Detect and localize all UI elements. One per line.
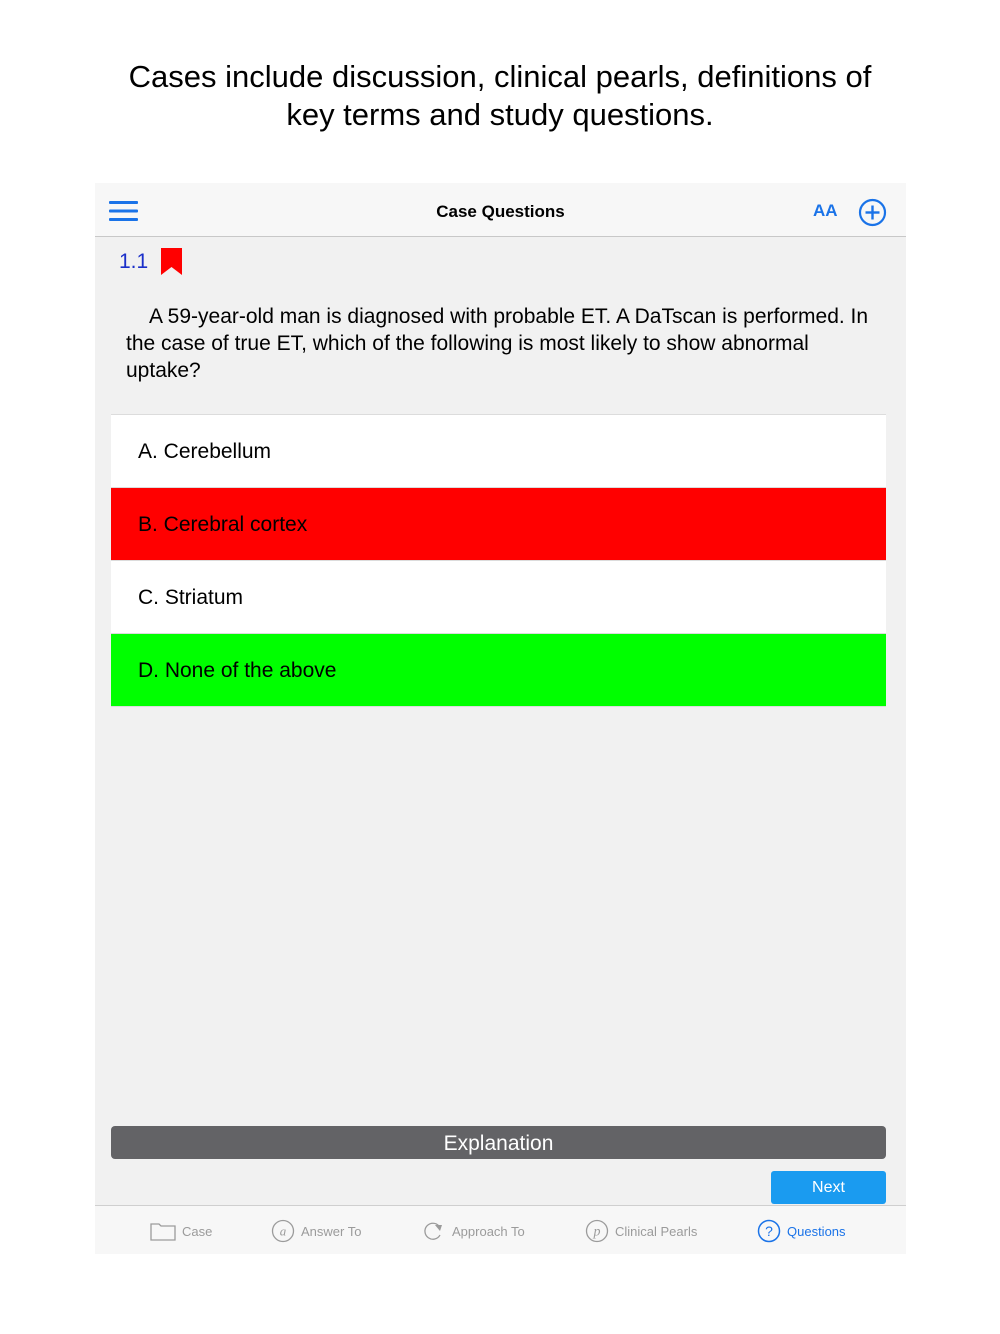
explanation-button[interactable]: Explanation bbox=[111, 1126, 886, 1159]
redo-arrow-icon bbox=[421, 1219, 446, 1243]
caption-line-1: Cases include discussion, clinical pearls, definitions of bbox=[128, 59, 872, 94]
svg-text:a: a bbox=[279, 1223, 287, 1239]
svg-text:?: ? bbox=[765, 1223, 773, 1239]
question-circle-icon bbox=[757, 1219, 781, 1243]
tab-approach-to[interactable] bbox=[421, 1218, 525, 1244]
tab-case-label: Case bbox=[182, 1223, 213, 1239]
font-size-button[interactable]: AA bbox=[813, 201, 838, 220]
tab-questions[interactable] bbox=[757, 1218, 846, 1244]
answer-option-a[interactable]: A. Cerebellum bbox=[111, 415, 886, 488]
answer-list bbox=[111, 414, 886, 707]
at-sign-icon bbox=[271, 1219, 295, 1243]
question-number: 1.1 bbox=[119, 250, 149, 273]
tab-answer-to-label: Answer To bbox=[301, 1223, 362, 1239]
answer-option-c[interactable]: C. Striatum bbox=[111, 561, 886, 634]
tab-case[interactable] bbox=[150, 1218, 212, 1244]
promo-caption bbox=[0, 58, 1000, 134]
p-circle-icon bbox=[585, 1219, 609, 1243]
next-button[interactable]: Next bbox=[771, 1171, 886, 1204]
navigation-bar bbox=[95, 183, 906, 237]
folder-icon bbox=[150, 1221, 176, 1241]
tab-bar bbox=[95, 1205, 906, 1254]
bookmark-icon[interactable] bbox=[161, 248, 182, 275]
answer-option-b[interactable]: B. Cerebral cortex bbox=[111, 488, 886, 561]
app-screen bbox=[95, 183, 906, 1254]
plus-circle-icon[interactable] bbox=[858, 198, 887, 227]
page-title: Case Questions bbox=[436, 202, 565, 221]
tab-answer-to[interactable] bbox=[271, 1218, 361, 1244]
tab-approach-to-label: Approach To bbox=[452, 1223, 525, 1239]
answer-option-d[interactable]: D. None of the above bbox=[111, 634, 886, 707]
caption-line-2: key terms and study questions. bbox=[286, 97, 714, 132]
tab-clinical-pearls-label: Clinical Pearls bbox=[615, 1223, 698, 1239]
svg-text:p: p bbox=[593, 1224, 601, 1240]
question-text: A 59-year-old man is diagnosed with probable ET. A DaTscan is performed. In the case of true ET, which of the following is most likely to show abnormal uptake? bbox=[126, 305, 869, 382]
tab-questions-label: Questions bbox=[787, 1223, 846, 1239]
tab-clinical-pearls[interactable] bbox=[585, 1218, 697, 1244]
